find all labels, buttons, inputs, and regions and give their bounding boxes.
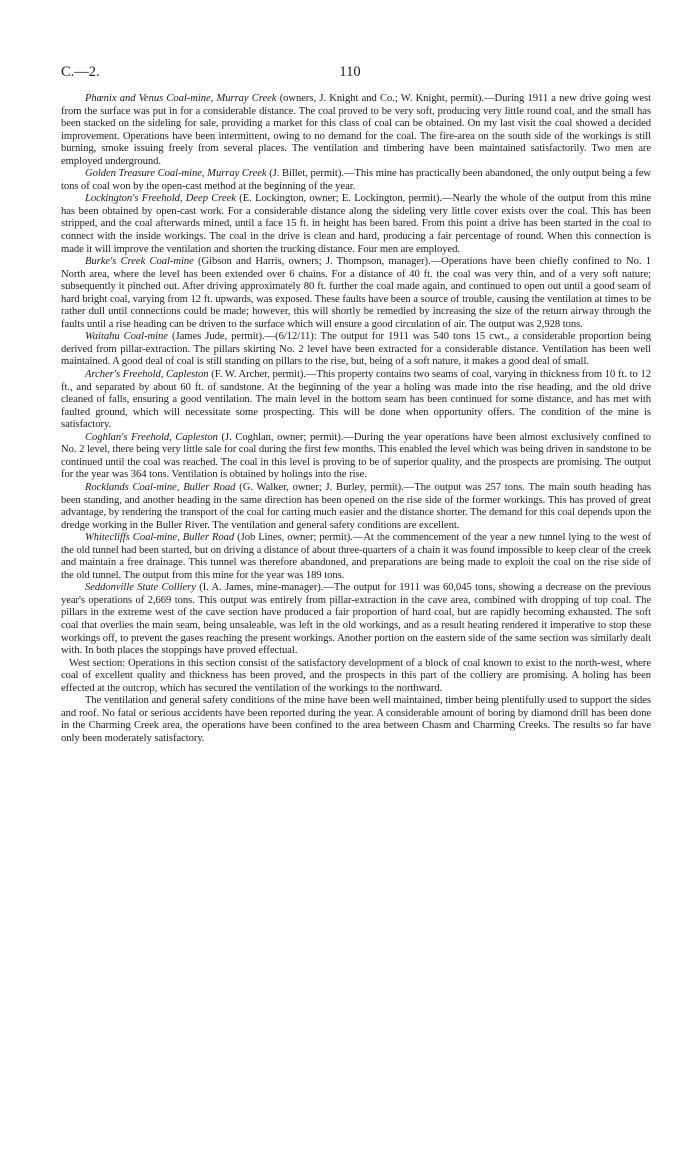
paragraph-text: (E. Lockington, owner; E. Lockington, permit).—Nearly the whole of the output from this mine has been obtained by open-cast work. For a considerable distance along the sideling very little cover exists over the coal. This has been stripped, and the coal afterwards mined, until a face 15 ft. in height has been bared. From this point a drive has been started in the coal to connect with the inside workings. The coal in the drive is clean and hard, producing a fair percentage of round. When this connection is made it will improve the ventilation and shorten the trucking distance. Four men are employed. [61, 193, 651, 255]
paragraph-text: (F. W. Archer, permit).—This property contains two seams of coal, varying in thickness from 10 ft. to 12 ft., and separated by about 60 ft. of sandstone. At the beginning of the year a holing was made into the rise heading, and the old drive cleaned of falls, ensuring a good ventilation. The main level in the bottom seam has been continued for some distance, and has met with faulted ground, which will necessitate some prospecting. This will be done when opportunity offers. The condition of the mine is satisfactory. [61, 369, 651, 431]
paragraph-text: (James Jude, permit).—(6/12/11): The output for 1911 was 540 tons 15 cwt., a considerable proportion being derived from pillar-extraction. The pillars skirting No. 2 level have been extracted for a considerable distance. Ventilation has been well maintained. A good deal of coal is still standing on pillars to the rise, but, being of a soft nature, it makes a good deal of small. [61, 331, 651, 368]
paragraph-text: (I. A. James, mine-manager).—The output for 1911 was 60,045 tons, showing a decrease on the previous year's operations of 2,669 tons. This output was entirely from pillar-extraction in the cave area, combined with dropping of top coal. The pillars in the extreme west of the cave section have produced a fair proportion of hard coal, but are rapidly becoming exhausted. The soft coal that overlies the main seam, being unsaleable, was left in the old workings, and as a result heating rendered it imperative to stop these workings off, to prevent the gases reaching the present workings. Another portion on the eastern side of the same section was similarly dealt with. In both places the stoppings have proved effectual. [61, 582, 652, 657]
paragraph [61, 331, 651, 369]
paragraph [61, 369, 651, 432]
page-number: 110 [339, 64, 361, 80]
paragraph-title: Phœnix and Venus Coal-mine, Murray Creek [85, 93, 277, 104]
paragraph [61, 658, 651, 696]
paragraph [61, 256, 651, 331]
paragraph-text: West section: Operations in this section consist of the satisfactory development of a block of coal known to exist to the north-west, where coal of excellent quality and thickness has been proved, and the prospects in this part of the colliery are promising. A holing has been effected at the outcrop, which has secured the ventilation of the workings to the northward. [61, 657, 651, 694]
paragraph-title: Waitahu Coal-mine [85, 331, 168, 343]
paragraph [61, 582, 651, 657]
paragraph-title: Whitecliffs Coal-mine, Buller Road [85, 532, 235, 544]
paragraph-title: Seddonville State Colliery [85, 582, 196, 594]
paragraph-text: The ventilation and general safety conditions of the mine have been well maintained, timber being plentifully used to support the sides and roof. No fatal or serious accidents have been reported during the year. A considerable amount of boring by diamond drill has been done in the Charming Creek area, the operations have been confined to the area between Chasm and Charming Creeks. The results so far have only been moderately satisfactory. [61, 695, 651, 744]
paragraph [61, 432, 651, 482]
paragraph [61, 532, 651, 582]
paragraph-title: Burke's Creek Coal-mine [85, 256, 194, 268]
paragraph-title: Archer's Freehold, Capleston [85, 369, 209, 381]
section-code: C.—2. [61, 64, 100, 80]
paragraph-title: Rocklands Coal-mine, Buller Road [85, 481, 236, 493]
paragraph-text: (Job Lines, owner; permit).—At the commencement of the year a new tunnel lying to the west of the old tunnel had been started, but on driving a distance of about three-quarters of a chain it was found impossible to keep clear of the creek and maintain a free drainage. This tunnel was therefore abandoned, and preparations are being made to exploit the coal on the rise side of the old tunnel. The output from this mine for the year was 189 tons. [61, 532, 651, 581]
paragraph-title: Coghlan's Freehold, Capleston [85, 431, 218, 443]
paragraph-text: (owners, J. Knight and Co.; W. Knight, permit).—During 1911 a new drive going west from the surface was put in for a considerable distance. The coal proved to be very soft, producing very little round coal, and the small has been stacked on the sideling for sale, providing a market for this class of coal can be obtained. On my last visit the coal showed a decided improvement. Operations have been intermittent, owing to no demand for the coal. The fire-area on the south side of the workings is still burning, smoke issuing freely from several places. The ventilation and timbering have been maintained satisfactorily. Two men are employed underground. [61, 93, 652, 167]
paragraph [61, 168, 651, 193]
paragraph [61, 93, 651, 168]
paragraph-text: (J. Billet, permit).—This mine has practically been abandoned, the only output being a few tons of coal won by the open-cast method at the beginning of the year. [61, 168, 651, 192]
document-body [61, 93, 651, 745]
paragraph [61, 482, 651, 532]
paragraph-text: (J. Coghlan, owner; permit).—During the year operations have been almost exclusively confined to No. 2 level, there being very little sale for coal during the first few months. This enabled the level which was being driven in sandstone to be continued until the coal was reached. The coal in this level is proving to be of superior quality, and the prospects are promising. The output for the year was 364 tons. Ventilation is obtained by holings into the rise. [61, 431, 652, 481]
paragraph-text: (Gibson and Harris, owners; J. Thompson, manager).—Operations have been chiefly confined to No. 1 North area, where the level has been extended over 6 chains. For a distance of 40 ft. the coal was very thin, and of a very soft nature; subsequently it pinched out. After driving approximately 80 ft. further the coal made again, and continued to open out until a good seam of hard bright coal, varying from 12 ft. upwards, was exposed. These faults have been a source of trouble, causing the ventilation at times to be rather dull until connections could be made; however, this will shortly be remedied by increasing the size of the return airway through the faults until a rise heading can be driven to the surface which will ensure a good circulation of air. The output was 2,928 tons. [61, 256, 651, 330]
paragraph [61, 695, 651, 745]
paragraph-title: Lockington's Freehold, Deep Creek [85, 193, 236, 205]
paragraph-text: (G. Walker, owner; J. Burley, permit).—The output was 257 tons. The main south heading has been standing, and another heading in the same direction has been opened on the rise side of the former workings. This has proved of great advantage, by rendering the transport of the coal for carting much easier and the distance shorter. The demand for this coal depends upon the dredge working in the Buller River. The ventilation and general safety conditions are excellent. [61, 481, 652, 531]
paragraph-title: Golden Treasure Coal-mine, Murray Creek [85, 168, 267, 180]
paragraph [61, 193, 651, 256]
